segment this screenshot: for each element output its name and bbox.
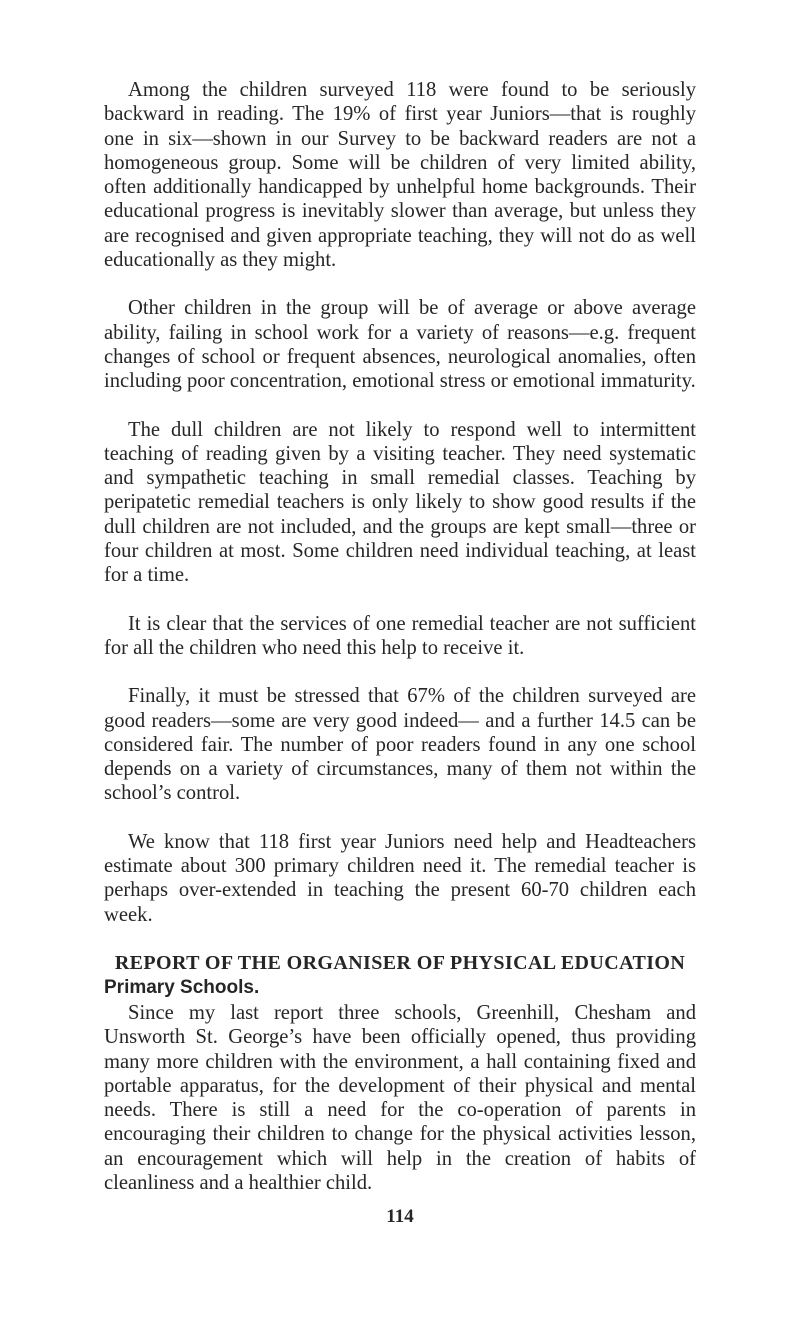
paragraph-average-ability: Other children in the group will be of average or above average ability, failing in school work for a variety of reasons—e.g. frequent changes of school or frequent absences, neurological anomalies, often including poor concentration, emotional stress or emotional immaturity. — [104, 297, 696, 393]
paragraph-good-readers: Finally, it must be stressed that 67% of the children surveyed are good readers—some are very good indeed— and a further 14.5 can be considered fair. The number of poor readers found in any one school depends on a variety of circumstances, many of them not within the school’s control. — [104, 685, 696, 805]
section-heading: REPORT OF THE ORGANISER OF PHYSICAL EDUCATION — [114, 951, 686, 974]
paragraph-backward-readers: Among the children surveyed 118 were found to be seriously backward in reading. The 19% of first year Juniors—that is roughly one in six—shown in our Survey to be backward readers are not a homogeneous group. Some will be children of very limited ability, often additionally handicapped by unhelpful home backgrounds. Their educational progress is inevitably slower than average, but unless they are recognised and given appropriate teaching, they will not do as well educationally as they might. — [104, 79, 696, 272]
paragraph-dull-children: The dull children are not likely to respond well to intermittent teaching of reading given by a visiting teacher. They need systematic and sympathetic teaching in small remedial classes. Teaching by peripatetic remedial teachers is only likely to show good results if the dull children are not included, and the groups are kept small—three or four children at most. Some children need individual teaching, at least for a time. — [104, 418, 696, 587]
paragraph-primary-schools: Since my last report three schools, Greenhill, Chesham and Unsworth St. George’s have been officially opened, thus providing many more children with the environment, a hall containing fixed and portable apparatus, for the development of their physical and mental needs. There is still a need for the co-operation of parents in encouraging their children to change for the physical activities lesson, an encouragement which will help in the creation of habits of cleanliness and a healthier child. — [104, 1001, 696, 1194]
page-number: 114 — [386, 1206, 414, 1227]
document-page — [104, 78, 696, 1195]
paragraph-juniors-need-help: We know that 118 first year Juniors need help and Headteachers estimate about 300 primary children need it. The remedial teacher is perhaps over-extended in teaching the present 60-70 children each week. — [104, 830, 696, 926]
paragraph-remedial-teacher: It is clear that the services of one remedial teacher are not sufficient for all the children who need this help to receive it. — [104, 612, 696, 659]
section-subheading: Primary Schools. — [104, 976, 260, 998]
